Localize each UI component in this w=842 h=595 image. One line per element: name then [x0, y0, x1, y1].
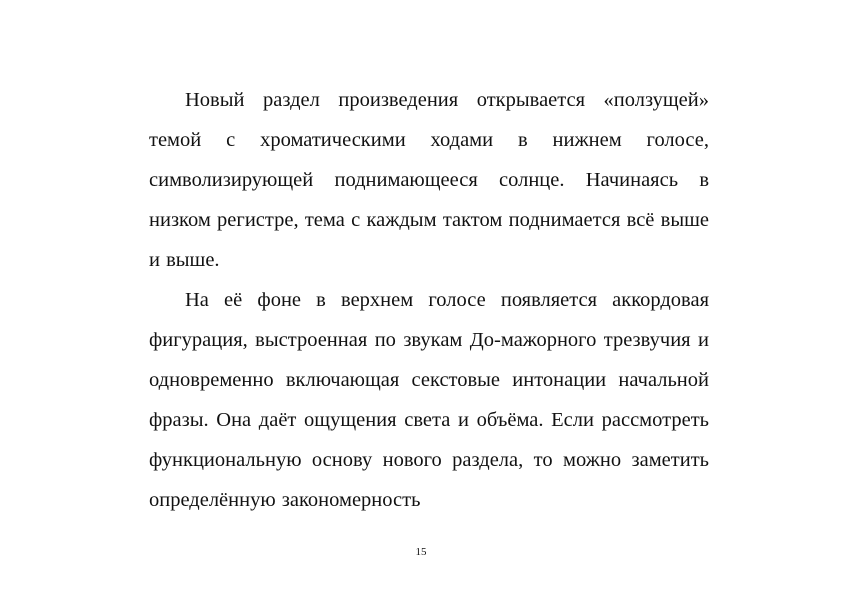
body-text	[149, 80, 709, 520]
paragraph-2: На её фоне в верхнем голосе появляется аккордовая фигурация, выстроенная по звукам До-мажорного трезвучия и одновременно включающая секстовые интонации начальной фразы. Она даёт ощущения света и объёма. Если рассмотреть функциональную основу нового раздела, то можно заметить определённую закономерность	[149, 289, 709, 511]
paragraph-1: Новый раздел произведения открывается «ползущей» темой с хроматическими ходами в нижнем голосе, символизирующей поднимающееся солнце. Начинаясь в низком регистре, тема с каждым тактом поднимается всё выше и выше.	[149, 89, 709, 271]
page-number: 15	[415, 546, 427, 558]
